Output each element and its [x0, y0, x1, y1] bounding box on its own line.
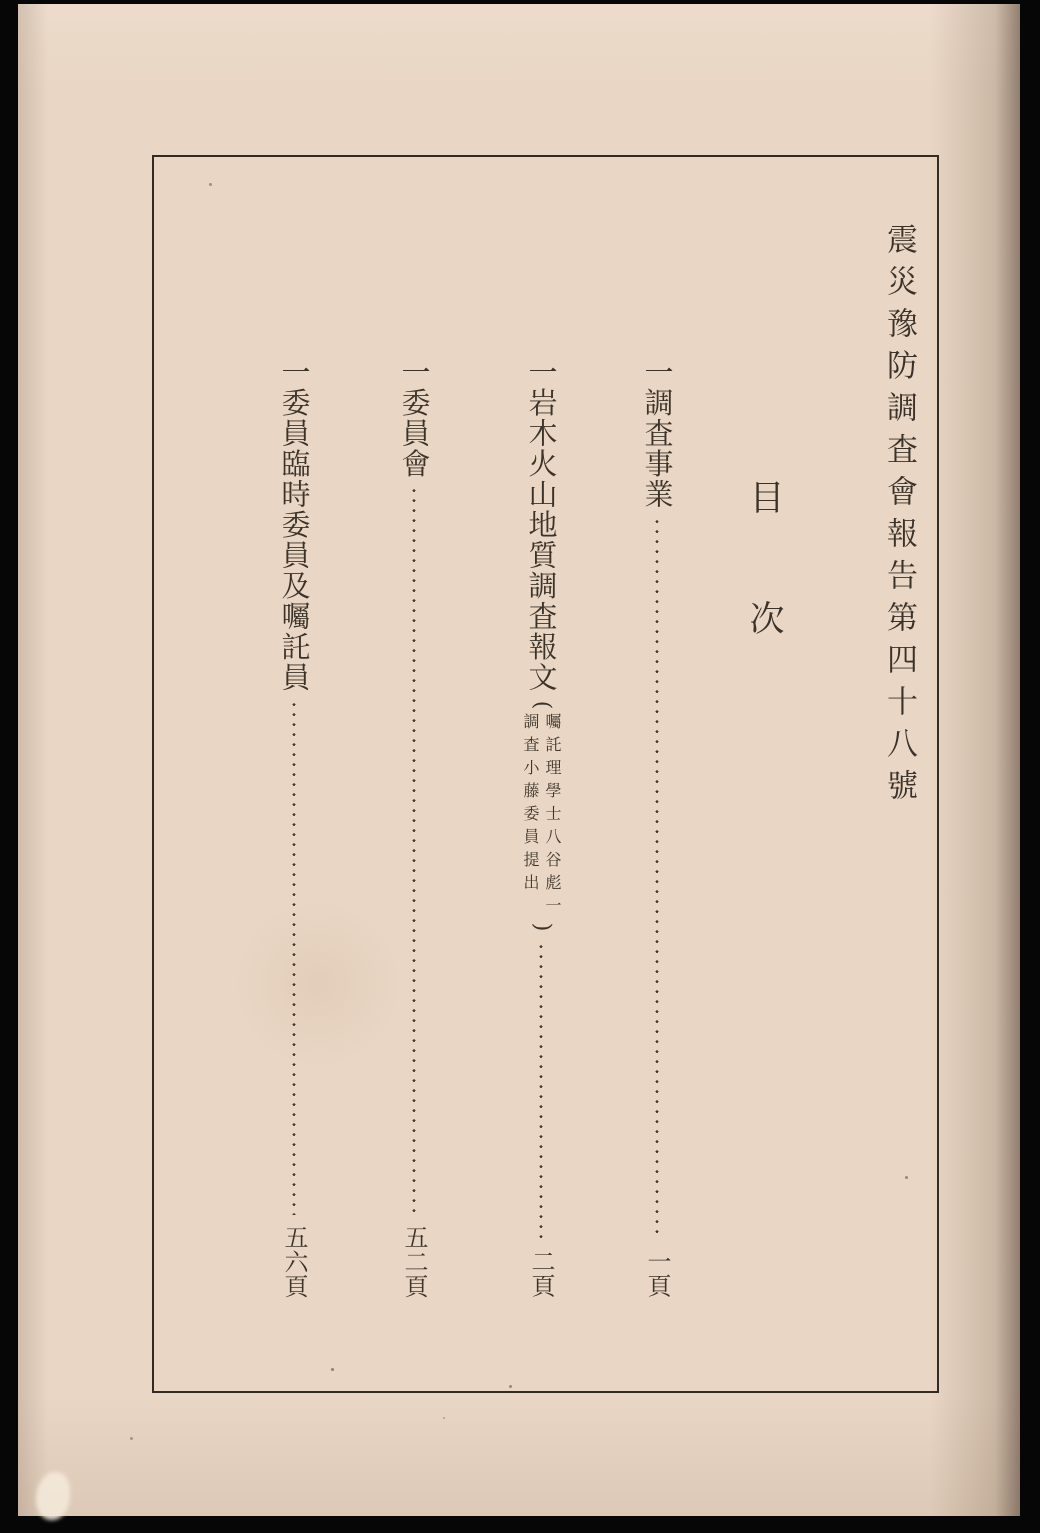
paper-speck — [905, 1176, 908, 1179]
annotation-left-column: 調査小藤委員提出 — [521, 712, 540, 897]
toc-entry-2-page: 二頁 — [527, 1249, 555, 1298]
paper-speck — [331, 1368, 334, 1371]
paper-chip-artifact — [36, 1472, 70, 1520]
annotation-open-paren-icon: ( — [529, 700, 554, 710]
toc-entry-1-title — [640, 357, 675, 510]
paper-speck — [130, 1437, 133, 1440]
toc-entry-1 — [630, 357, 684, 1298]
toc-entry-2-text: 岩木火山地質調査報文 — [524, 387, 559, 693]
toc-entry-2-annotation — [522, 698, 560, 935]
toc-entry-4-text: 委員臨時委員及囑託員 — [277, 387, 312, 693]
toc-entry-4-marker: 一 — [277, 357, 312, 388]
toc-entry-3 — [387, 357, 441, 1298]
toc-entry-2-dotted-leader — [539, 944, 543, 1240]
toc-entry-4-title — [277, 357, 312, 693]
toc-entry-1-marker: 一 — [640, 357, 675, 388]
toc-entry-1-text: 調査事業 — [640, 387, 675, 510]
toc-entry-4 — [267, 357, 321, 1298]
toc-entry-3-marker: 一 — [397, 357, 432, 388]
toc-entry-2-title — [524, 357, 559, 693]
annotation-close-paren-icon: ) — [529, 922, 554, 932]
toc-entry-3-title — [397, 357, 432, 479]
annotation-right-column: 囑託理學士八谷彪一 — [543, 712, 562, 920]
paper-speck — [209, 183, 212, 186]
report-title: 震災豫防調査會報告第四十八號 — [881, 223, 917, 811]
toc-entry-2-marker: 一 — [524, 357, 559, 388]
paper-speck — [443, 1417, 445, 1419]
paper-speck — [509, 1385, 512, 1388]
toc-entry-4-page: 五六頁 — [280, 1224, 308, 1298]
toc-entry-4-dotted-leader — [292, 702, 296, 1215]
toc-entry-3-text: 委員會 — [397, 387, 432, 479]
toc-entry-1-page: 一頁 — [643, 1249, 671, 1298]
toc-entry-3-page: 五二頁 — [400, 1224, 428, 1298]
toc-entry-1-dotted-leader — [655, 519, 659, 1240]
toc-entry-2 — [514, 357, 568, 1298]
toc-entry-3-dotted-leader — [412, 488, 416, 1215]
annotation-columns — [522, 713, 560, 920]
toc-heading: 目次 — [744, 479, 784, 721]
